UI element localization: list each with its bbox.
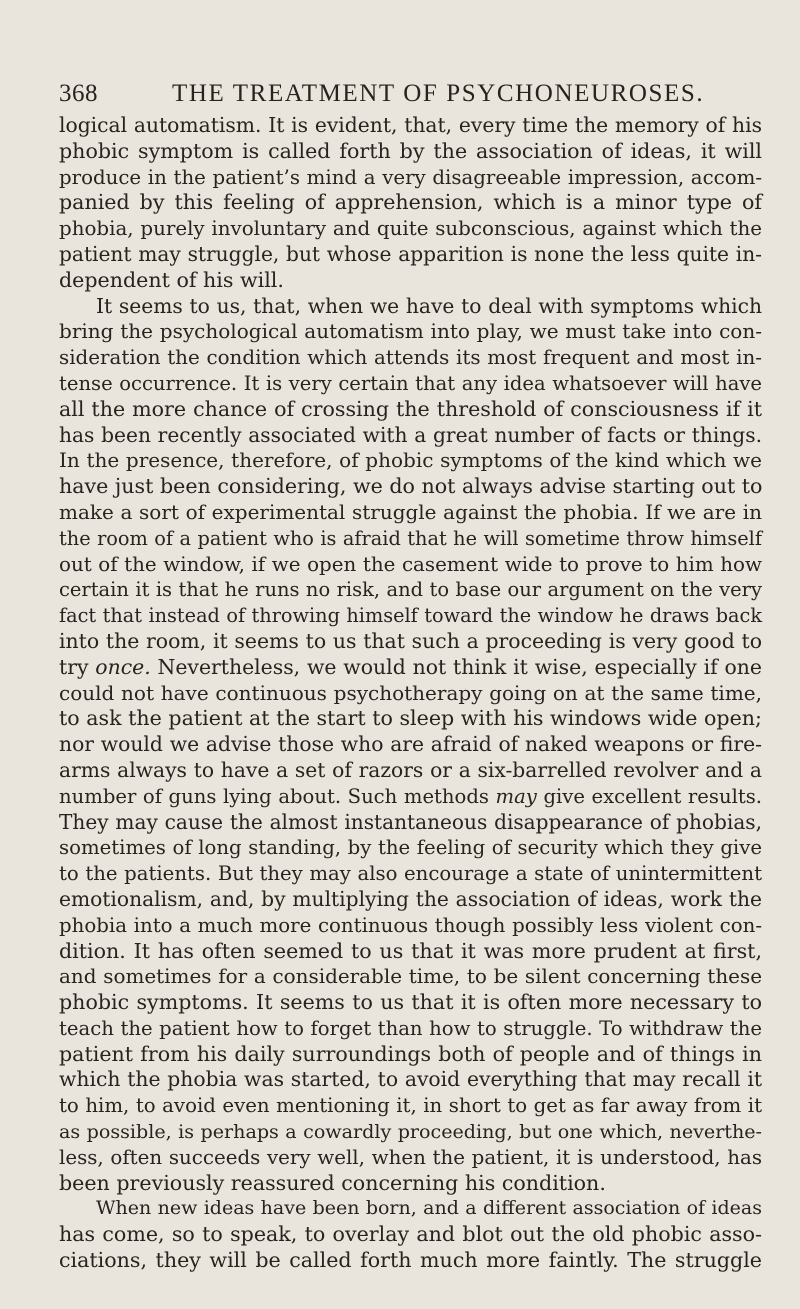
text-segment: Nevertheless, we would not think it wise, especially if one [150,654,763,679]
text-line: dependent of his will. [59,267,284,292]
text-line: certain it is that he runs no risk, and to base our argument on the very [59,578,762,602]
text-line: When new ideas have been born, and a different association of ideas [96,1197,762,1220]
running-title: THE TREATMENT OF PSYCHONEUROSES. [172,80,705,107]
text-line: emotionalism, and, by multiplying the association of ideas, work the [59,886,762,911]
text-line: tense occurrence. It is very certain that any idea whatsoever will have [59,371,762,395]
text-line: patient from his daily surroundings both of people and of things in [59,1041,762,1066]
text-line: phobia, purely involuntary and quite subconscious, against which the [59,217,762,241]
text-line: sideration the condition which attends its most frequent and most in- [59,346,762,370]
text-line: patient may struggle, but whose apparition is none the less quite in- [59,241,762,266]
text-line: arms always to have a set of razors or a six-barrelled revolver and a [59,757,762,782]
text-line: to him, to avoid even mentioning it, in short to get as far away from it [59,1094,762,1118]
text-line: the room of a patient who is afraid that he will sometime throw himself [59,526,762,550]
text-line: They may cause the almost instantaneous disappearance of phobias, [59,809,762,834]
text-segment: try [59,654,96,679]
text-segment: give excellent results. [536,784,762,808]
text-line: logical automatism. It is evident, that, every time the memory of his [59,113,762,137]
italic-text: once. [95,654,151,679]
text-line: has come, so to speak, to overlay and blot out the old phobic asso- [59,1222,762,1247]
text-line: ciations, they will be called forth much more faintly. The struggle [59,1248,762,1273]
italic-text: may [495,784,537,808]
text-line [59,784,762,810]
page-number: 368 [59,80,98,107]
text-line: sometimes of long standing, by the feeling of security which they give [59,836,762,860]
text-line: out of the window, if we open the casement wide to prove to him how [59,552,762,576]
text-line: produce in the patient’s mind a very disagreeable impression, accom- [59,165,762,189]
text-line: teach the patient how to forget than how to struggle. To withdraw the [59,1016,762,1040]
text-line: to ask the patient at the start to sleep with his windows wide open; [59,706,762,731]
text-line: make a sort of experimental struggle against the phobia. If we are in [59,499,762,524]
text-line: been previously reassured concerning his condition. [59,1170,606,1195]
text-line: panied by this feeling of apprehension, which is a minor type of [59,190,762,215]
text-line: bring the psychological automatism into play, we must take into con- [59,319,762,344]
running-head [59,80,760,110]
text-line: fact that instead of throwing himself toward the window he draws back [59,604,762,628]
text-line: It seems to us, that, when we have to deal with symptoms which [96,293,762,318]
text-line: phobic symptom is called forth by the association of ideas, it will [59,138,762,163]
text-line: dition. It has often seemed to us that it was more prudent at first, [59,938,762,963]
text-line: less, often succeeds very well, when the patient, it is understood, has [59,1145,762,1169]
body-text [59,113,762,1274]
text-line: phobia into a much more continuous though possibly less violent con- [59,913,762,937]
text-line: could not have continuous psychotherapy going on at the same time, [59,680,762,705]
text-line: nor would we advise those who are afraid of naked weapons or fire- [59,732,762,757]
text-line: all the more chance of crossing the threshold of consciousness if it [59,396,762,421]
text-line: into the room, it seems to us that such a proceeding is very good to [59,628,762,653]
text-line: to the patients. But they may also encourage a state of unintermittent [59,862,762,886]
text-line: and sometimes for a considerable time, to be silent concerning these [59,964,762,989]
text-line: as possible, is perhaps a cowardly proceeding, but one which, neverthe- [59,1120,762,1144]
text-line [59,655,762,681]
text-line: has been recently associated with a great number of facts or things. [59,422,762,447]
text-line: phobic symptoms. It seems to us that it is often more necessary to [59,990,762,1015]
text-line: have just been considering, we do not always advise starting out to [59,474,763,499]
text-line: which the phobia was started, to avoid everything that may recall it [59,1067,762,1092]
text-line: In the presence, therefore, of phobic symptoms of the kind which we [59,448,762,473]
text-segment: number of guns lying about. Such methods [59,784,496,808]
